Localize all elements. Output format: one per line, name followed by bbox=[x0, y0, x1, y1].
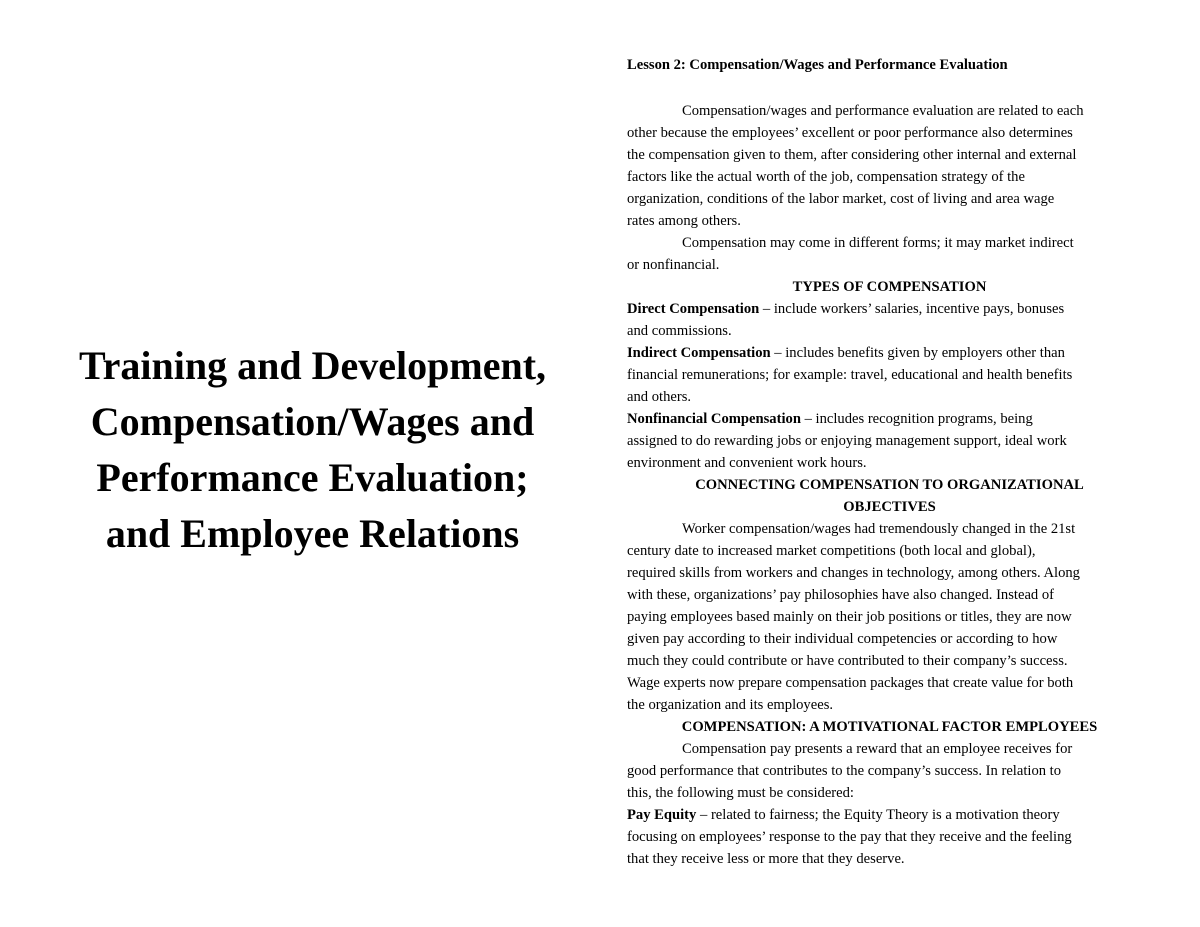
direct-compensation-item: Direct Compensation – include workers’ salaries, incentive pays, bonuses and commissions. bbox=[627, 301, 1065, 339]
book-title-line: Performance Evaluation; bbox=[96, 455, 529, 500]
pay-equity-item: Pay Equity – related to fairness; the Equity Theory is a motivation theory focusing on employees’ response to the pay that they receive and the feeling that they receive less or more that they deserve. bbox=[627, 807, 1072, 867]
lesson-title: Lesson 2: Compensation/Wages and Performance Evaluation bbox=[627, 57, 1008, 73]
connecting-heading: CONNECTING COMPENSATION TO ORGANIZATIONAL OBJECTIVES bbox=[695, 477, 1084, 515]
nonfinancial-compensation-item: Nonfinancial Compensation – includes recognition programs, being assigned to do rewarding jobs or enjoying management support, ideal work environment and convenient work hours. bbox=[627, 411, 1067, 471]
types-heading: TYPES OF COMPENSATION bbox=[792, 279, 987, 295]
book-title-line: and Employee Relations bbox=[105, 511, 520, 556]
direct-compensation-term: Direct Compensation bbox=[627, 301, 760, 317]
connecting-paragraph: Worker compensation/wages had tremendously changed in the 21st century date to increased market competitions (both local and global), required skills from workers and changes in technology, among others. Along with these, organizations’ pay philosophies have also changed. Instead of paying employees based mainly on their job positions or titles, they are now given pay according to their individual competencies or according to how much they could contribute or have contributed to their company’s success. Wage experts now prepare compensation packages that create value for both the organization and its employees. bbox=[627, 521, 1080, 713]
book-title-line: Compensation/Wages and bbox=[90, 399, 535, 444]
book-title bbox=[55, 338, 570, 562]
forms-paragraph: Compensation may come in different forms; it may market indirect or nonfinancial. bbox=[627, 235, 1074, 273]
indirect-compensation-term: Indirect Compensation bbox=[627, 345, 771, 361]
lesson-page bbox=[627, 54, 1152, 870]
motivational-heading: COMPENSATION: A MOTIVATIONAL FACTOR EMPLOYEES bbox=[681, 719, 1098, 735]
pay-equity-term: Pay Equity bbox=[627, 807, 697, 823]
book-title-line: Training and Development, bbox=[78, 343, 547, 388]
motivational-paragraph: Compensation pay presents a reward that an employee receives for good performance that contributes to the company’s success. In relation to this, the following must be considered: bbox=[627, 741, 1073, 801]
nonfinancial-compensation-term: Nonfinancial Compensation bbox=[627, 411, 801, 427]
indirect-compensation-item: Indirect Compensation – includes benefits given by employers other than financial remunerations; for example: travel, educational and health benefits and others. bbox=[627, 345, 1073, 405]
intro-paragraph: Compensation/wages and performance evaluation are related to each other because the employees’ excellent or poor performance also determines the compensation given to them, after considering other internal and external factors like the actual worth of the job, compensation strategy of the organization, conditions of the labor market, cost of living and area wage rates among others. bbox=[627, 103, 1084, 229]
